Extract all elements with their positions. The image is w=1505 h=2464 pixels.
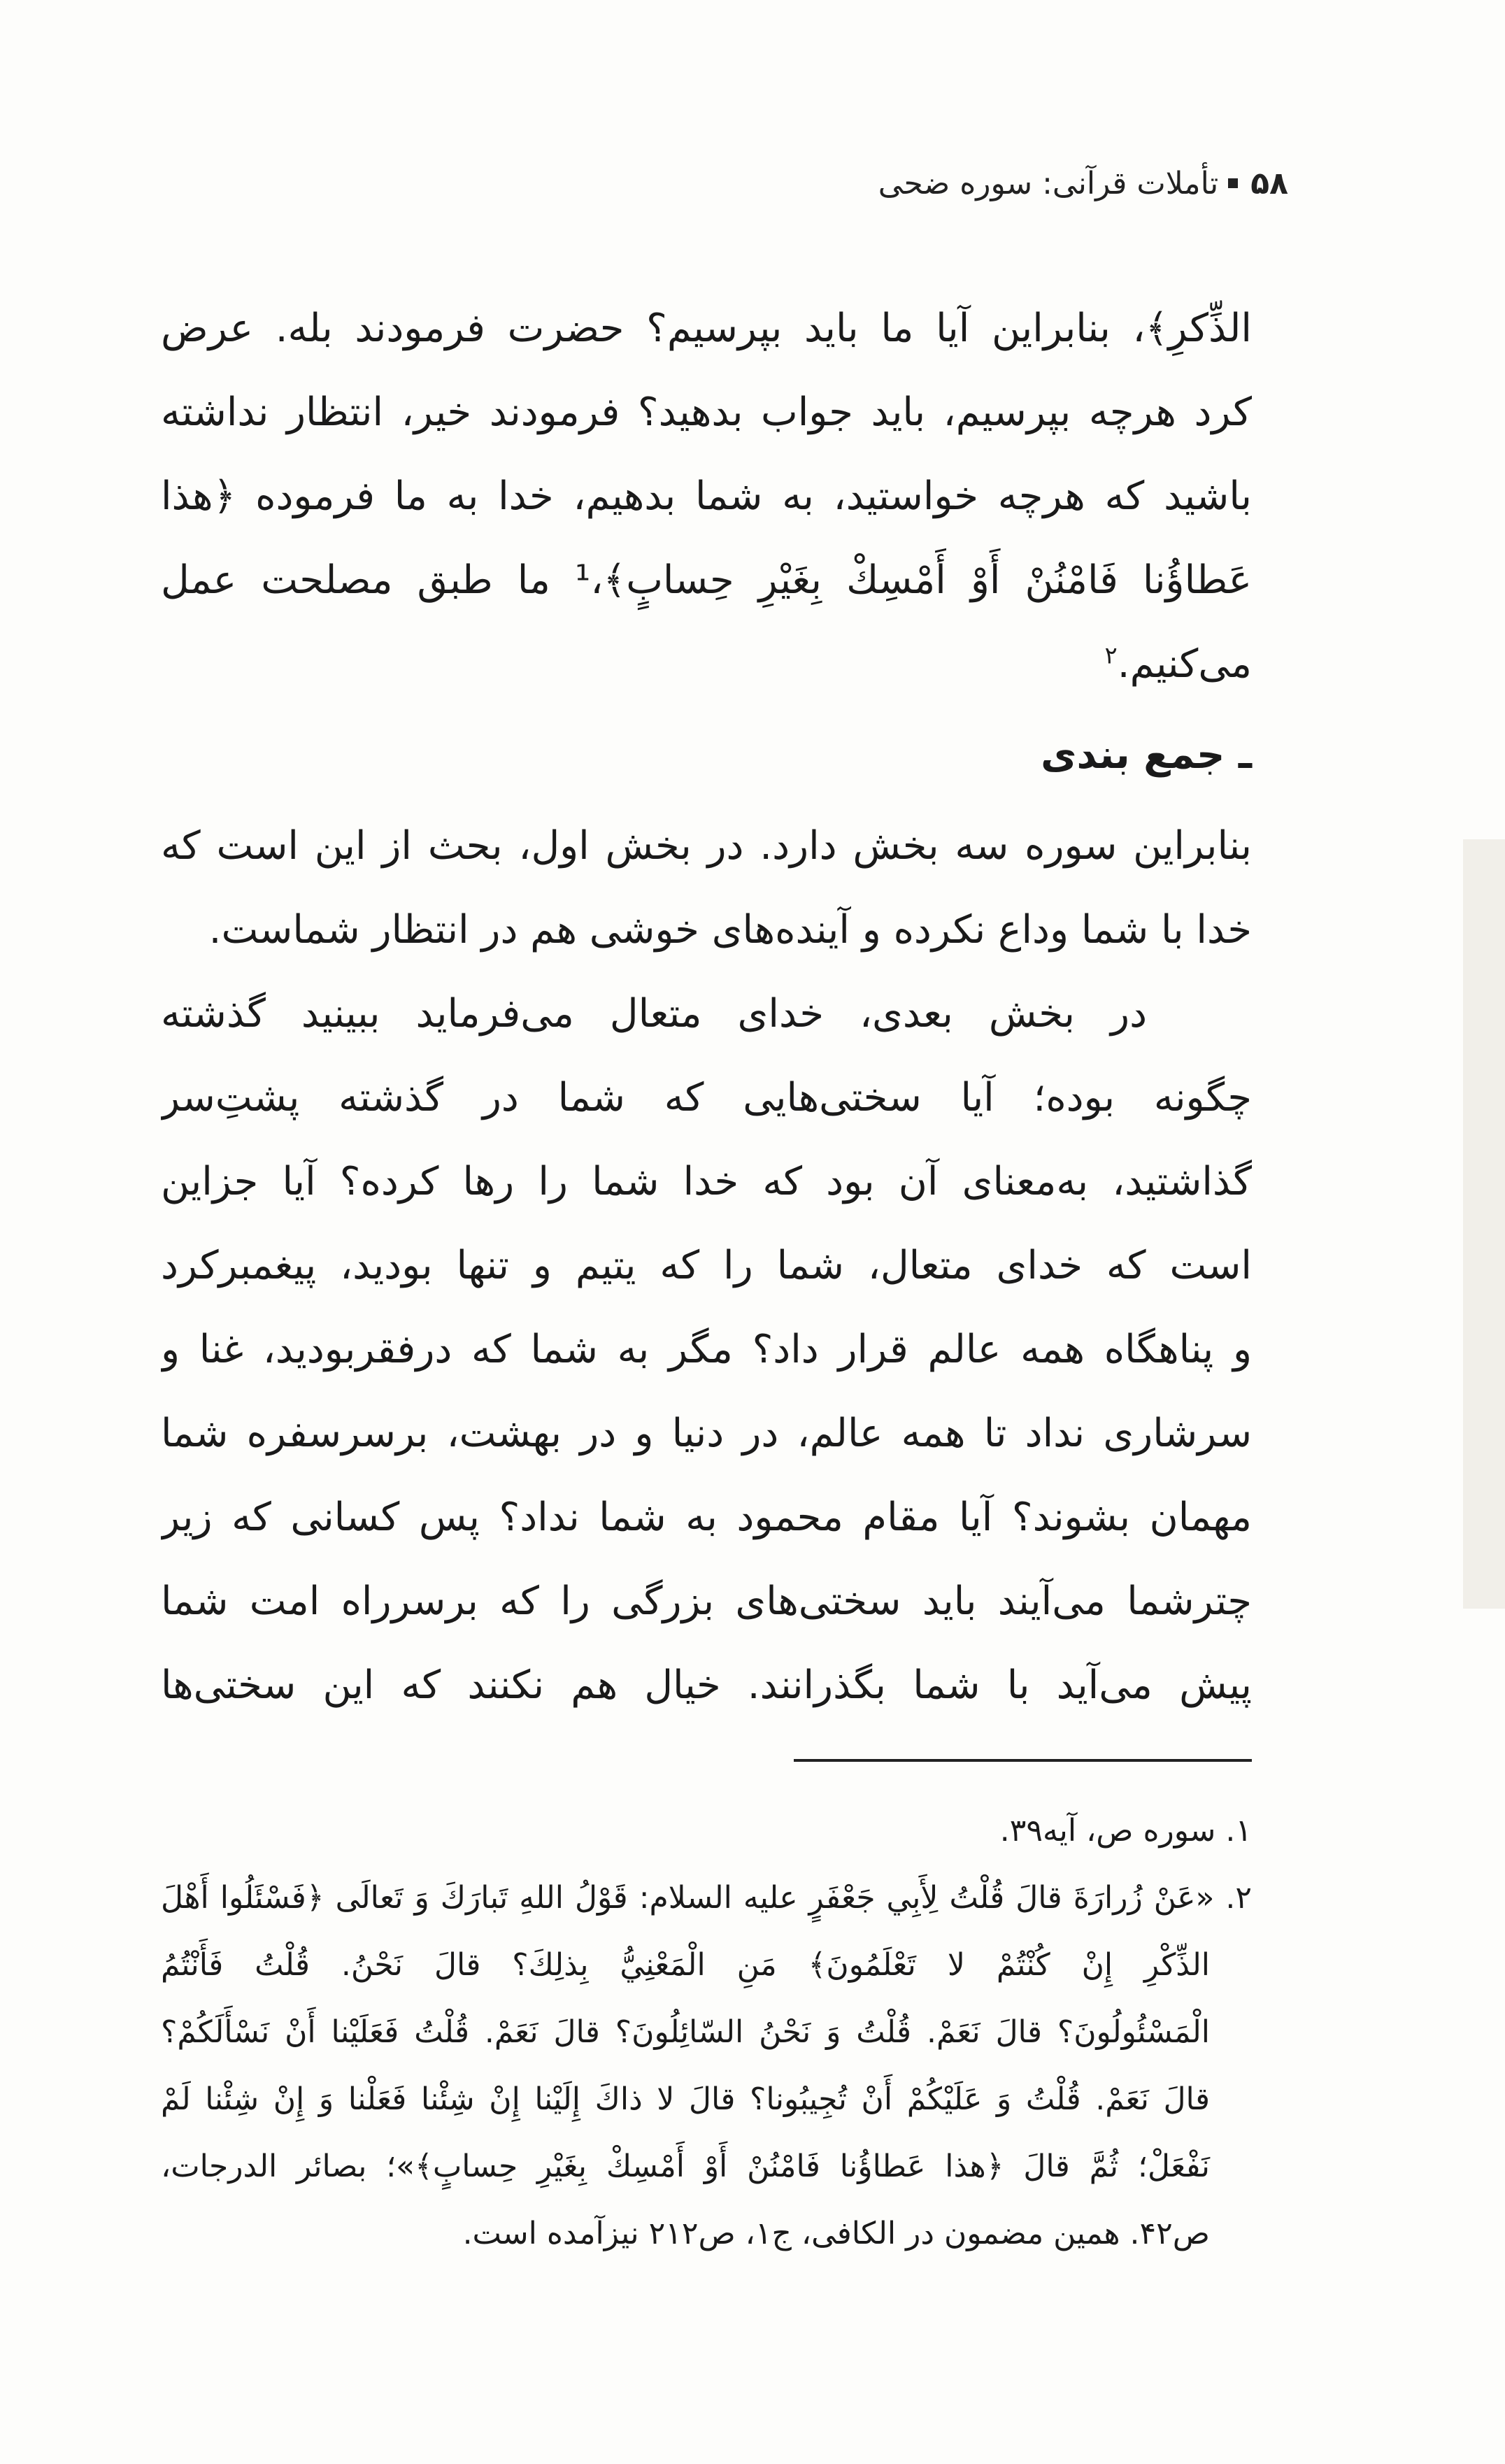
footnotes bbox=[161, 1797, 1252, 2267]
text-line: بنابراین سوره سه بخش دارد. در بخش اول، بحث از این است که bbox=[161, 823, 1252, 869]
footnote-separator bbox=[794, 1759, 1252, 1762]
text-line bbox=[161, 622, 1252, 706]
page-number: ۵۸ bbox=[1250, 166, 1288, 201]
footnote-2-line: الْمَسْئُولُونَ؟ قالَ نَعَمْ. قُلْتُ وَ نَحْنُ السّائِلُونَ؟ قالَ نَعَمْ. قُلْتُ فَعَلَيْنا أَنْ نَسْأَلَكُمْ؟ bbox=[161, 2014, 1210, 2050]
section-heading: ـ جمع بندی bbox=[1041, 732, 1252, 778]
text-line: چترشما می‌آیند باید سختی‌های بزرگی را که برسرراه امت شما bbox=[161, 1579, 1252, 1624]
main-text bbox=[161, 287, 1252, 1728]
text-line: پیش می‌آید با شما بگذرانند. خیال هم نکنند که این سختی‌ها bbox=[161, 1662, 1252, 1708]
header-title: تأملات قرآنی: سوره ضحی bbox=[878, 166, 1219, 201]
text-line-content: می‌کنیم. bbox=[1117, 641, 1252, 687]
footnote-2-line: قالَ نَعَمْ. قُلْتُ وَ عَلَيْكُمْ أَنْ تُجِيبُونا؟ قالَ لا ذاكَ إِلَيْنا إِنْ شِئْنا فَعَلْنا وَ إِنْ شِئْنا لَمْ bbox=[161, 2081, 1210, 2117]
footnote-1: ۱. سوره ص، آیه۳۹. bbox=[999, 1813, 1252, 1849]
text-line: در بخش بعدی، خدای متعال می‌فرماید ببینید گذشته bbox=[161, 991, 1147, 1037]
text-line: خدا با شما وداع نکرده و آینده‌های خوشی هم در انتظار شماست. bbox=[208, 907, 1252, 953]
text-line: است که خدای متعال، شما را که یتیم و تنها بودید، پیغمبرکرد bbox=[161, 1243, 1252, 1288]
text-line: الذِّكرِ﴾، بنابراین آیا ما باید بپرسیم؟ حضرت فرمودند بله. عرض bbox=[161, 306, 1252, 351]
footnote-2-line: الذِّكْرِ إِنْ كُنْتُمْ لا تَعْلَمُونَ﴾ مَنِ الْمَعْنِيُّ بِذلِكَ؟ قالَ نَحْنُ. قُلْتُ فَأَنْتُمُ bbox=[161, 1947, 1210, 1983]
footnote-2-line: ص۴۲. همین مضمون در الکافی، ج۱، ص۲۱۲ نیزآمده است. bbox=[462, 2216, 1210, 2251]
footnote-2-line: ۲. «عَنْ زُرارَةَ قالَ قُلْتُ لِأَبِي جَعْفَرٍ عليه السلام: قَوْلُ اللهِ تَبارَكَ وَ تَعالَى ﴿فَسْئَلُوا أَهْلَ bbox=[161, 1880, 1252, 1916]
text-line: چگونه بوده؛ آیا سختی‌هایی که شما در گذشته پشتِ‌سر bbox=[161, 1075, 1252, 1120]
text-line: عَطاؤُنا فَامْنُنْ أَوْ أَمْسِكْ بِغَيْرِ حِسابٍ﴾،¹ ما طبق مصلحت عمل bbox=[161, 557, 1252, 603]
text-line: مهمان بشوند؟ آیا مقام محمود به شما نداد؟ پس کسانی که زیر bbox=[161, 1495, 1252, 1540]
text-line: کرد هرچه بپرسیم، باید جواب بدهید؟ فرمودند خیر، انتظار نداشته bbox=[161, 390, 1252, 435]
text-line: گذاشتید، به‌معنای آن بود که خدا شما را رها کرده؟ آیا جزاین bbox=[161, 1159, 1252, 1204]
text-line: و پناهگاه همه عالم قرار داد؟ مگر به شما که درفقربودید، غنا و bbox=[161, 1327, 1252, 1372]
text-line: باشید که هرچه خواستید، به شما بدهیم، خدا به ما فرموده ﴿هذا bbox=[161, 473, 1252, 519]
text-line: سرشاری نداد تا همه عالم، در دنیا و در بهشت، برسرسفره شما bbox=[161, 1411, 1252, 1456]
footnote-2-line: نَفْعَلْ؛ ثُمَّ قالَ ﴿هذا عَطاؤُنا فَامْنُنْ أَوْ أَمْسِكْ بِغَيْرِ حِسابٍ﴾»؛ بصائر الدرجات، bbox=[161, 2149, 1210, 2184]
running-header bbox=[878, 159, 1288, 208]
footnote-mark: ۲ bbox=[1104, 641, 1118, 670]
header-bullet-icon bbox=[1228, 178, 1238, 188]
page-edge-shadow bbox=[1463, 839, 1505, 1609]
